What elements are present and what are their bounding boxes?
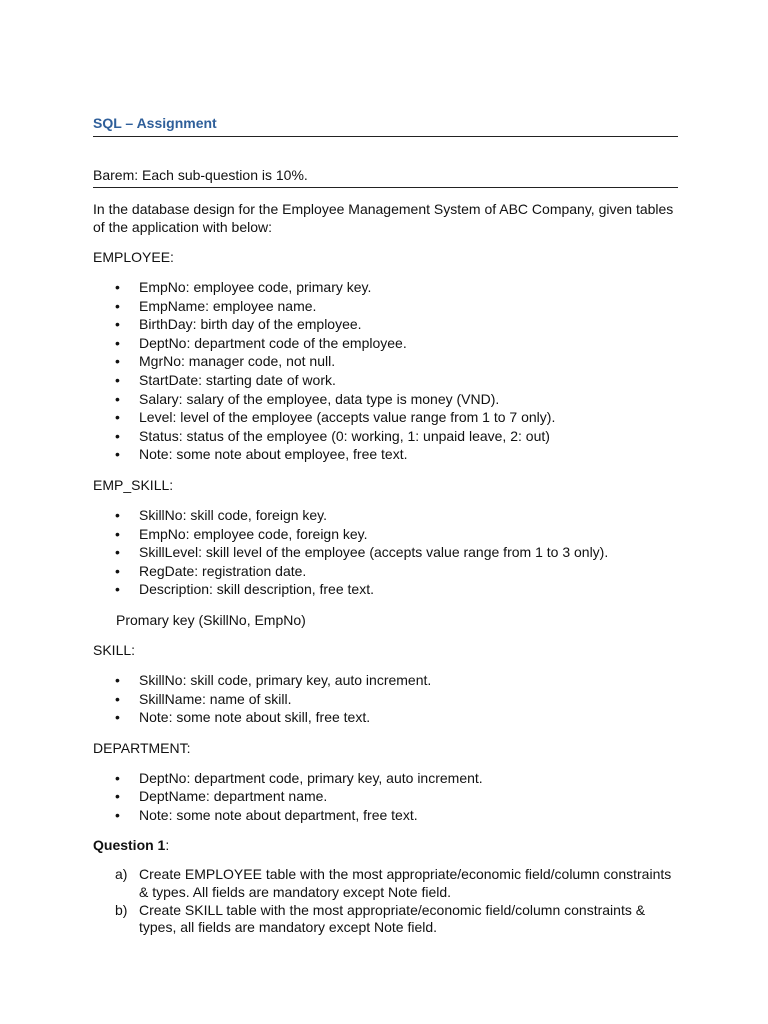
list-item: • DeptNo: department code, primary key, auto increment. (115, 769, 483, 786)
bullet-icon: • (115, 671, 120, 688)
bullet-icon: • (115, 427, 120, 444)
bullet-icon: • (115, 297, 120, 314)
document-title: SQL – Assignment (93, 115, 678, 137)
intro-paragraph: In the database design for the Employee Management System of ABC Company, given tables of the application with below: (93, 201, 674, 235)
question-colon: : (165, 837, 170, 854)
bullet-icon: • (115, 334, 120, 351)
list-item: • Note: some note about department, free text. (115, 806, 418, 823)
list-item: • SkillNo: skill code, primary key, auto increment. (115, 671, 432, 688)
list-item: • StartDate: starting date of work. (115, 371, 336, 388)
department-field-list (93, 769, 678, 825)
part-text: Create EMPLOYEE table with the most appropriate/economic field/column constraints & types. All fields are mandatory except Note field. (139, 866, 672, 901)
employee-field-list (93, 278, 678, 464)
list-item: • Note: some note about skill, free text. (115, 709, 371, 726)
list-item: • Note: some note about employee, free text. (115, 446, 408, 463)
bullet-icon: • (115, 769, 120, 786)
section-heading-skill: SKILL: (93, 641, 136, 658)
part-letter: a) (115, 866, 128, 883)
list-item: • MgrNo: manager code, not null. (115, 353, 336, 370)
list-item: • EmpNo: employee code, primary key. (115, 279, 372, 295)
question-heading (93, 836, 678, 854)
bullet-icon: • (115, 390, 120, 407)
question-parts-list (93, 866, 678, 936)
list-item: • DeptNo: department code of the employee. (115, 334, 407, 351)
list-item: • EmpName: employee name. (115, 297, 317, 314)
question-label: Question 1 (93, 837, 166, 854)
list-item: • BirthDay: birth day of the employee. (115, 316, 362, 333)
bullet-icon: • (115, 446, 120, 463)
bullet-icon: • (115, 709, 120, 726)
question-part (93, 902, 678, 937)
list-item: • SkillLevel: skill level of the employee (accepts value range from 1 to 3 only). (115, 544, 609, 561)
barem-text: Barem: Each sub-question is 10%. (93, 137, 678, 188)
bullet-icon: • (115, 409, 120, 426)
bullet-icon: • (115, 279, 120, 295)
bullet-icon: • (115, 690, 120, 707)
bullet-icon: • (115, 806, 120, 823)
skill-field-list (93, 671, 678, 727)
bullet-icon: • (115, 525, 120, 542)
list-item: • SkillName: name of skill. (115, 690, 292, 707)
question-part (93, 866, 678, 901)
bullet-icon: • (115, 544, 120, 561)
list-item: • Salary: salary of the employee, data type is money (VND). (115, 390, 500, 407)
bullet-icon: • (115, 562, 120, 579)
section-heading-employee: EMPLOYEE: (93, 249, 174, 265)
emp-skill-field-list (93, 506, 678, 599)
bullet-icon: • (115, 506, 120, 523)
list-item: • Status: status of the employee (0: working, 1: unpaid leave, 2: out) (115, 427, 550, 444)
bullet-icon: • (115, 788, 120, 805)
part-text: Create SKILL table with the most appropriate/economic field/column constraints & types, all fields are mandatory except Note field. (139, 901, 646, 936)
section-heading-department: DEPARTMENT: (93, 739, 191, 756)
part-letter: b) (115, 901, 128, 918)
bullet-icon: • (115, 353, 120, 370)
list-item: • Description: skill description, free text. (115, 581, 374, 598)
bullet-icon: • (115, 581, 120, 598)
section-heading-emp-skill: EMP_SKILL: (93, 476, 174, 493)
bullet-icon: • (115, 371, 120, 388)
document-page (93, 115, 678, 937)
list-item: • Level: level of the employee (accepts value range from 1 to 7 only). (115, 409, 556, 426)
list-item: • SkillNo: skill code, foreign key. (115, 506, 328, 523)
list-item: • RegDate: registration date. (115, 562, 307, 579)
primary-key-note: Promary key (SkillNo, EmpNo) (116, 611, 306, 628)
bullet-icon: • (115, 316, 120, 333)
list-item: • DeptName: department name. (115, 788, 328, 805)
list-item: • EmpNo: employee code, foreign key. (115, 525, 368, 542)
